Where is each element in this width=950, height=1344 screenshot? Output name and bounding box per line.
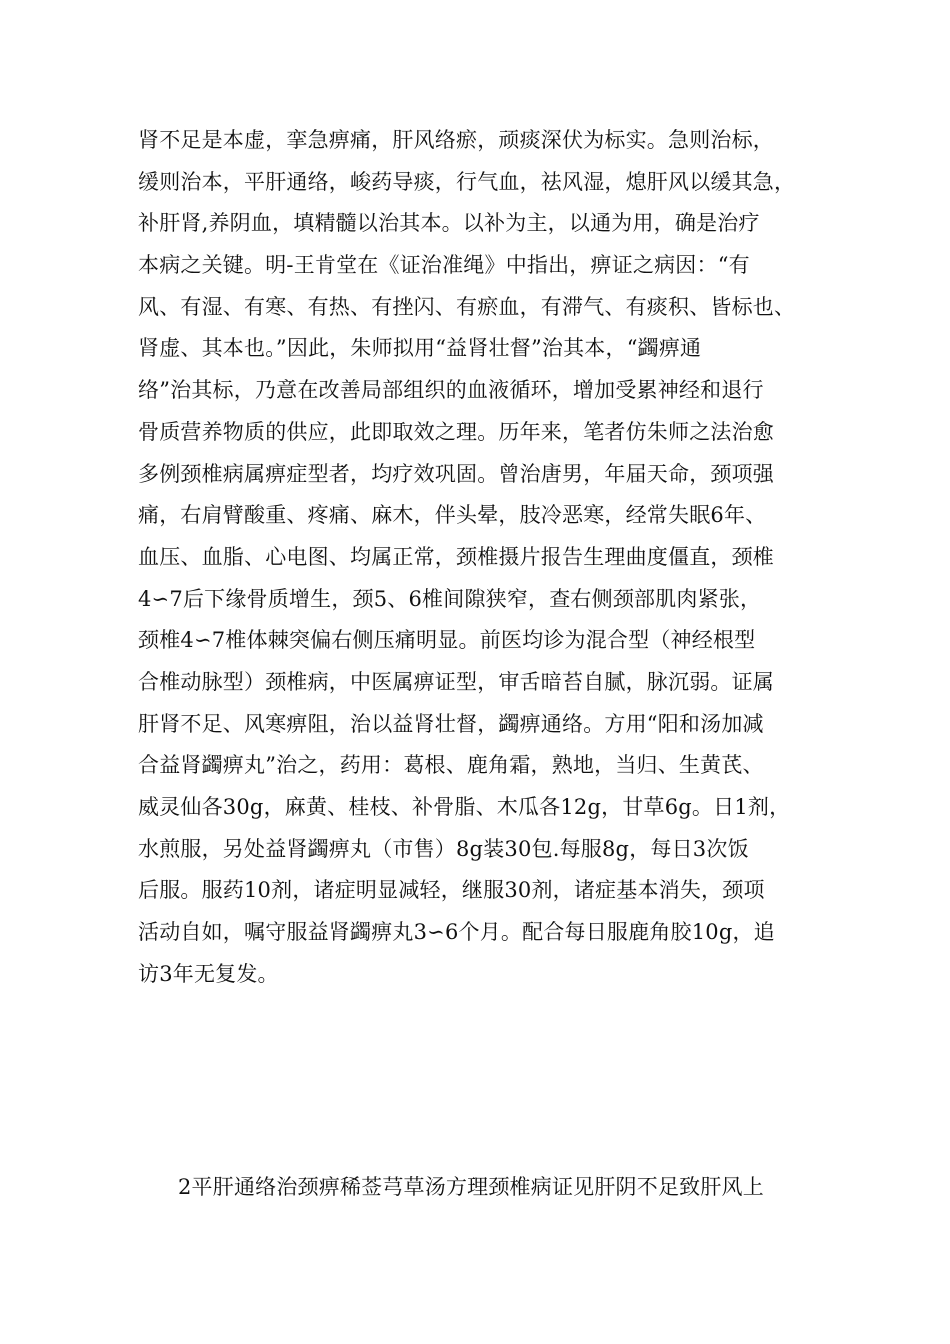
text-line: 络”治其标，乃意在改善局部组织的血液循环，增加受累神经和退行 [138,378,764,403]
text-line: 合椎动脉型）颈椎病，中医属痹证型，审舌暗苔自腻，脉沉弱。证属 [138,669,774,694]
text-line: 本病之关键。明-王肯堂在《证治准绳》中指出，痹证之病因：“有 [138,253,750,278]
text-line: 访3年无复发。 [138,961,279,986]
text-line: 补肝肾,养阴血，填精髓以治其本。以补为主，以通为用，确是治疗 [138,211,760,236]
text-line: 肾虚、其本也。”因此，朱师拟用“益肾壮督”治其本，“蠲痹通 [138,336,702,361]
body-paragraph [138,120,828,995]
text-line: 血压、血脂、心电图、均属正常，颈椎摄片报告生理曲度僵直，颈椎 [138,544,774,569]
text-line: 威灵仙各30g，麻黄、桂枝、补骨脂、木瓜各12g，甘草6g。日1剂， [138,795,791,819]
text-line: 颈椎4∽7椎体棘突偏右侧压痛明显。前医均诊为混合型（神经根型 [138,628,756,653]
text-line: 肾不足是本虚，挛急痹痛，肝风络瘀，顽痰深伏为标实。急则治标， [138,128,774,152]
text-line: 4∽7后下缘骨质增生，颈5、6椎间隙狭窄，查右侧颈部肌肉紧张， [138,586,762,611]
text-line: 后服。服药10剂，诸症明显减轻，继服30剂，诸症基本消失，颈项 [138,878,765,903]
text-line: 风、有湿、有寒、有热、有挫闪、有瘀血，有滞气、有痰积、皆标也、 [138,294,796,319]
text-line: 水煎服，另处益肾蠲痹丸（市售）8g装30包.每服8g，每日3次饭 [138,836,749,861]
text-line: 痛，右肩臂酸重、疼痛、麻木，伴头晕，肢冷恶寒，经常失眠6年、 [138,503,767,528]
text-line: 肝肾不足、风寒痹阻，治以益肾壮督，蠲痹通络。方用“阳和汤加减 [138,711,764,736]
text-line: 骨质营养物质的供应，此即取效之理。历年来，笔者仿朱师之法治愈 [138,419,774,444]
section-heading: 2平肝通络治颈痹稀莶芎草汤方理颈椎病证见肝阴不足致肝风上 [178,1175,764,1199]
text-line: 活动自如，嘱守服益肾蠲痹丸3∽6个月。配合每日服鹿角胶10g，追 [138,920,775,945]
text-line: 缓则治本，平肝通络，峻药导痰，行气血，祛风湿，熄肝风以缓其急， [138,169,796,194]
text-line: 合益肾蠲痹丸”治之，药用：葛根、鹿角霜，熟地，当归、生黄芪、 [138,753,764,778]
text-line: 多例颈椎病属痹症型者，均疗效巩固。曾治唐男，年届天命，颈项强 [138,461,774,486]
